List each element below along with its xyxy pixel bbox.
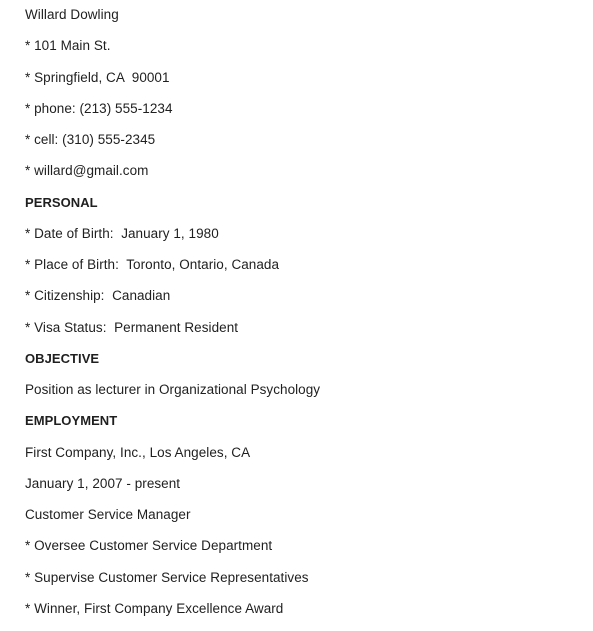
contact-cell: * cell: (310) 555-2345 (25, 132, 156, 147)
contact-name: Willard Dowling (25, 7, 119, 22)
contact-email: * willard@gmail.com (25, 163, 149, 179)
contact-address: * 101 Main St. (25, 38, 111, 54)
personal-pob: * Place of Birth: Toronto, Ontario, Canada (25, 257, 280, 272)
employment-duty: * Oversee Customer Service Department (25, 538, 273, 554)
employment-company: First Company, Inc., Los Angeles, CA (25, 444, 251, 460)
employment-duty: * Winner, First Company Excellence Award (25, 600, 284, 616)
objective-text: Position as lecturer in Organizational Psychology (25, 382, 321, 397)
personal-visa: * Visa Status: Permanent Resident (25, 319, 239, 335)
personal-dob: * Date of Birth: January 1, 1980 (25, 225, 219, 241)
objective-heading: OBJECTIVE (25, 350, 100, 366)
employment-dates: January 1, 2007 - present (25, 475, 181, 491)
personal-citizenship: * Citizenship: Canadian (25, 288, 171, 304)
employment-heading: EMPLOYMENT (25, 413, 118, 429)
employment-duty: * Supervise Customer Service Representatives (25, 569, 309, 585)
employment-title: Customer Service Manager (25, 507, 191, 522)
contact-phone: * phone: (213) 555-1234 (25, 100, 173, 116)
contact-city: * Springfield, CA 90001 (25, 69, 170, 85)
personal-heading: PERSONAL (25, 194, 98, 210)
